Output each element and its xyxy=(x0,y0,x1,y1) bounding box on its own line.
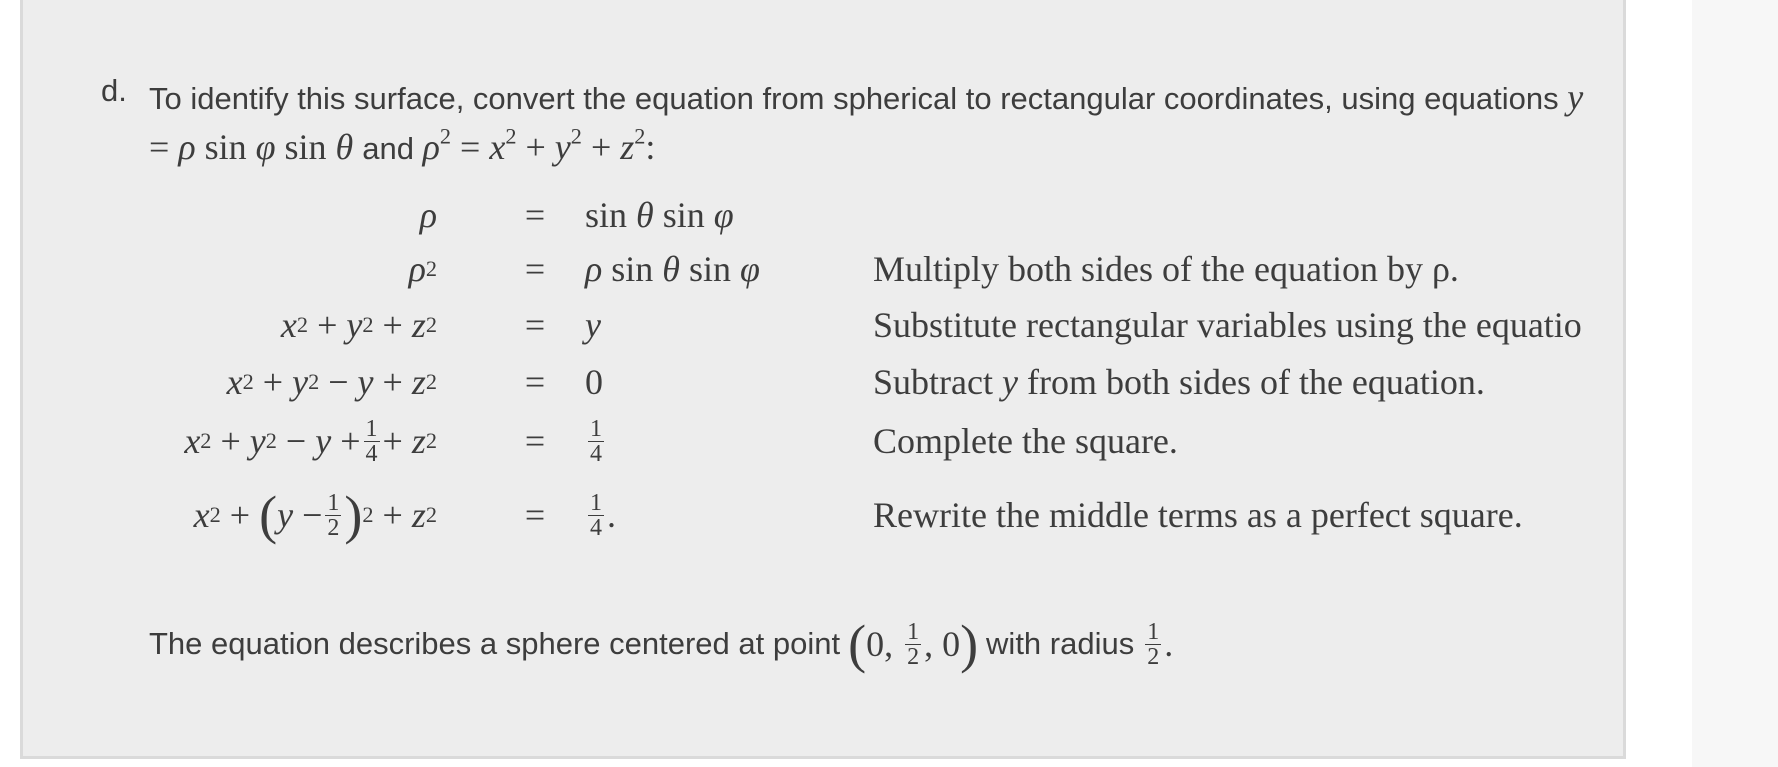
intro-text: To identify this surface, convert the equation from spherical to rectangular coordinates, using equations xyxy=(149,81,1559,116)
equals-sign: = xyxy=(524,362,546,402)
equals-sign: = xyxy=(524,495,546,535)
row-note: Complete the square. xyxy=(873,421,1178,461)
intro-equation-y: y = ρ sin φ sin θ xyxy=(149,77,1584,167)
equals-sign: = xyxy=(524,249,546,289)
intro-paragraph xyxy=(149,73,1589,173)
derivation-row xyxy=(23,185,1623,245)
row-rhs: ρ sin θ sin φ xyxy=(585,249,760,289)
row-lhs: ρ xyxy=(419,195,437,235)
intro-equation-rho: $\rho^2 = x^2 + y^2 + z^2$: xyxy=(422,123,656,167)
row-lhs: x 2 + y 2 − y + z 2 xyxy=(226,362,437,402)
conclusion-sentence xyxy=(149,614,1174,674)
equals-sign: = xyxy=(524,421,546,461)
row-rhs: 0 xyxy=(585,362,603,402)
equals-sign: = xyxy=(524,195,546,235)
list-marker: d. xyxy=(101,73,127,108)
derivation-row xyxy=(23,239,1623,299)
row-rhs: $\frac{1}{4}$ . xyxy=(590,489,616,541)
conclusion-text-radius: with radius xyxy=(986,626,1135,661)
fraction-half: $\frac{1}{2}$ xyxy=(327,489,340,541)
row-rhs: sin θ sin φ xyxy=(585,195,734,235)
row-lhs: ρ 2 xyxy=(408,249,437,289)
radius-value: $\frac{1}{2}$ . xyxy=(1147,618,1174,670)
example-panel xyxy=(20,0,1626,759)
fraction-quarter: $\frac{1}{4}$ xyxy=(365,415,378,467)
derivation-row xyxy=(23,485,1623,545)
equals-sign: = xyxy=(524,305,546,345)
row-rhs xyxy=(585,411,607,471)
fraction-quarter: $\frac{1}{4}$ xyxy=(590,489,602,541)
row-note: Rewrite the middle terms as a perfect square. xyxy=(873,495,1523,535)
row-lhs: x 2 + y 2 + z 2 xyxy=(280,305,437,345)
row-note: Substitute rectangular variables using the equatio xyxy=(873,305,1582,345)
derivation-row xyxy=(23,352,1623,412)
row-note: Multiply both sides of the equation by ρ. xyxy=(873,249,1459,289)
row-lhs: x 2 + ( y − $\frac{1}{2}$ ) 2 + z 2 xyxy=(193,485,437,545)
row-rhs: y xyxy=(585,305,601,345)
center-point: ( 0, $\frac{1}{2}$ , 0 ) xyxy=(848,614,979,674)
row-note: Subtract y from both sides of the equation. xyxy=(873,362,1485,402)
page-gutter xyxy=(1692,0,1778,767)
fraction-quarter: $\frac{1}{4}$ xyxy=(590,415,602,467)
conclusion-text: The equation describes a sphere centered at point xyxy=(149,626,841,661)
derivation-row xyxy=(23,411,1623,471)
row-lhs: x 2 + y 2 − y + $\frac{1}{4}$ + z 2 xyxy=(184,415,437,467)
derivation-row xyxy=(23,295,1623,355)
intro-and: and xyxy=(362,131,414,166)
